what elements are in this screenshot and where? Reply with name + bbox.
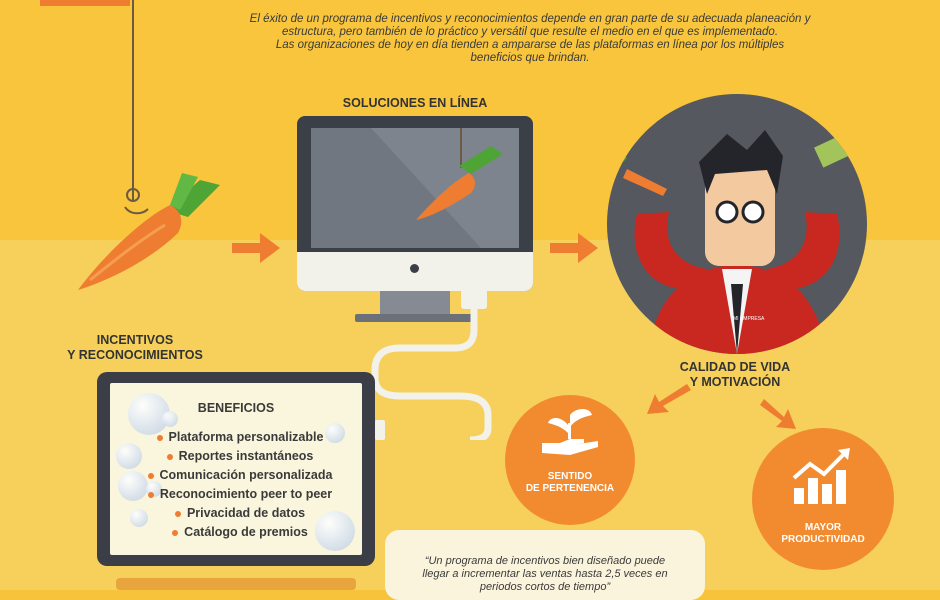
belonging-circle	[505, 395, 635, 525]
benefit-text: Catálogo de premios	[184, 525, 308, 539]
productivity-text-line: PRODUCTIVIDAD	[781, 534, 865, 545]
arrow-down-left-icon	[645, 380, 695, 416]
list-item	[130, 428, 350, 447]
monitor-button	[410, 264, 419, 273]
tablet-base	[116, 578, 356, 590]
person-icon	[607, 94, 867, 354]
monitor-screen	[311, 128, 519, 248]
cable	[360, 300, 510, 440]
intro-line: Las organizaciones de hoy en día tienden a ampararse de las plataformas en línea por los múltiples	[275, 39, 785, 51]
incentives-label-line: Y RECONOCIMIENTOS	[67, 348, 203, 362]
intro-line: beneficios que brindan.	[470, 52, 590, 64]
top-accent-bar	[40, 0, 130, 6]
quality-label-line: Y MOTIVACIÓN	[689, 375, 781, 389]
person-circle	[607, 94, 867, 354]
benefit-text: Plataforma personalizable	[168, 430, 324, 444]
carrot-icon	[70, 165, 230, 305]
arrow-right-icon	[232, 233, 280, 263]
bullet-icon	[148, 492, 154, 498]
benefit-text: Reconocimiento peer to peer	[159, 487, 333, 501]
company-badge-text: MI EMPRESA	[733, 316, 765, 322]
belonging-text	[505, 471, 635, 495]
quote-line: “Un programa de incentivos bien diseñado puede	[424, 555, 666, 567]
belonging-text-line: SENTIDO	[547, 471, 593, 482]
belonging-text-line: DE PERTENENCIA	[525, 483, 615, 494]
quote-line: llegar a incrementar las ventas hasta 2,5 veces en	[422, 568, 668, 580]
benefit-text: Privacidad de datos	[186, 506, 306, 520]
list-item	[130, 485, 350, 504]
list-item	[130, 466, 350, 485]
incentives-label-line: INCENTIVOS	[96, 333, 174, 347]
bullet-icon	[157, 435, 163, 441]
benefit-text: Comunicación personalizada	[159, 468, 333, 482]
benefits-panel	[110, 383, 362, 555]
incentives-label	[60, 333, 210, 363]
productivity-text-line: MAYOR	[804, 522, 842, 533]
growth-chart-icon	[790, 448, 856, 504]
tablet-plug	[375, 420, 385, 440]
productivity-text	[752, 522, 894, 546]
benefits-title: BENEFICIOS	[197, 401, 275, 415]
benefits-list	[130, 428, 350, 542]
arrow-right-icon	[550, 233, 598, 263]
intro-line: El éxito de un programa de incentivos y reconocimientos depende en gran parte de su adecuada planeación y	[249, 13, 811, 25]
list-item	[130, 447, 350, 466]
quote-line: periodos cortos de tiempo”	[479, 581, 611, 593]
intro-paragraph	[170, 13, 890, 65]
list-item	[130, 523, 350, 542]
bullet-icon	[167, 454, 173, 460]
productivity-circle	[752, 428, 894, 570]
screen-carrot-icon	[311, 128, 519, 248]
bullet-icon	[175, 511, 181, 517]
arrow-down-right-icon	[760, 395, 800, 431]
quality-label-line: CALIDAD DE VIDA	[679, 360, 791, 374]
online-solutions-label: SOLUCIONES EN LÍNEA	[342, 96, 488, 110]
benefit-text: Reportes instantáneos	[178, 449, 314, 463]
bullet-icon	[172, 530, 178, 536]
quote-text	[395, 555, 695, 594]
bullet-icon	[148, 473, 154, 479]
hand-plant-icon	[540, 405, 600, 460]
list-item	[130, 504, 350, 523]
intro-line: estructura, pero también de lo práctico y versátil que resulte el medio en el que es implementado.	[281, 26, 779, 38]
